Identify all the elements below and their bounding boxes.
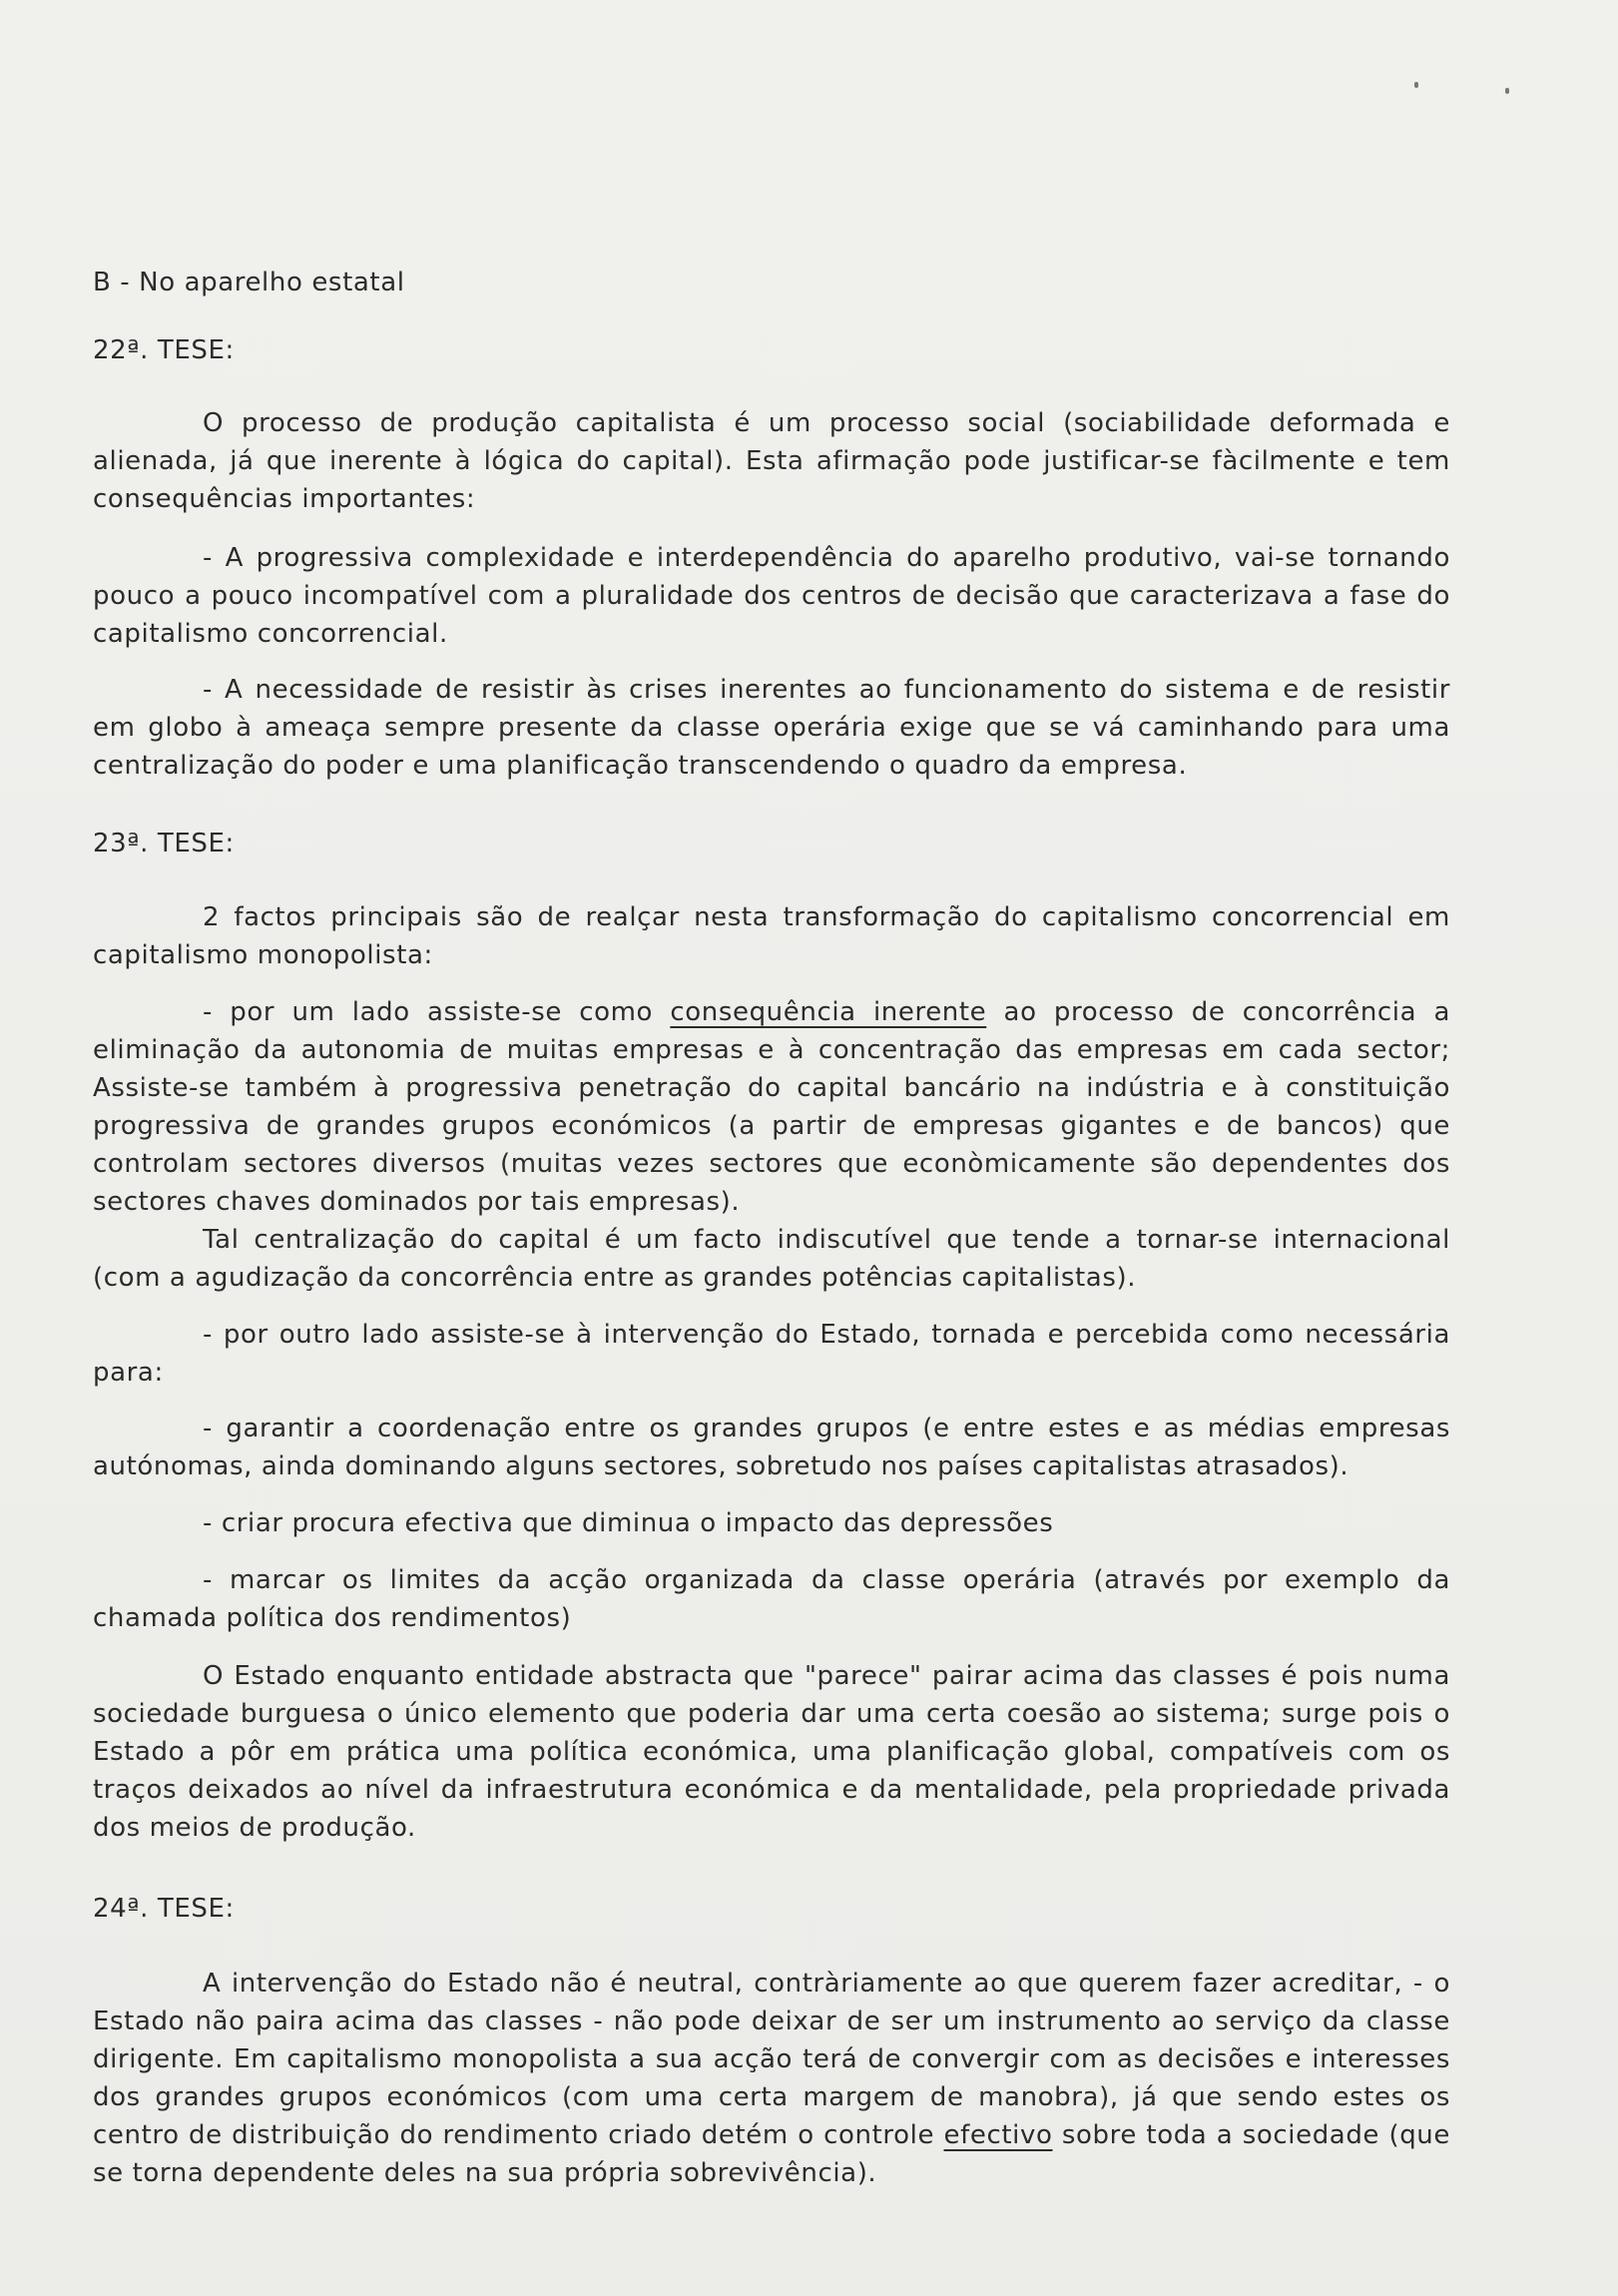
thesis-22-paragraph-1: O processo de produção capitalista é um processo social (sociabilidade deformada e alienada, já que inerente à lógica do capital). Esta afirmação pode justificar-se fàcilmente e tem consequências importantes:	[93, 408, 1450, 514]
thesis-23-paragraph-8: O Estado enquanto entidade abstracta que "parece" pairar acima das classes é pois numa sociedade burguesa o único elemento que poderia dar uma certa coesão ao sistema; surge pois o Estado a pôr em prática uma política económica, uma planificação global, compatíveis com os traços deixados ao nível da infraestrutura económica e da mentalidade, pela propriedade privada dos meios de produção.	[93, 1661, 1450, 1843]
thesis-23-paragraph-4: - por outro lado assiste-se à intervenção do Estado, tornada e percebida como necessária para:	[93, 1320, 1450, 1388]
underlined-phrase: consequência inerente	[670, 997, 987, 1027]
thesis-23-paragraph-5: - garantir a coordenação entre os grandes grupos (e entre estes e as médias empresas autónomas, ainda dominando alguns sectores, sobretudo nos países capitalistas atrasados).	[93, 1414, 1450, 1481]
underlined-word: efectivo	[943, 2120, 1053, 2150]
thesis-23-heading: 23ª. TESE:	[93, 829, 235, 859]
thesis-24-heading: 24ª. TESE:	[93, 1894, 235, 1924]
thesis-23-paragraph-1: 2 factos principais são de realçar nesta transformação do capitalismo concorrencial em capitalismo monopolista:	[93, 902, 1450, 970]
thesis-23-paragraph-7: - marcar os limites da acção organizada da classe operária (através por exemplo da chamada política dos rendimentos)	[93, 1565, 1450, 1633]
page-speck	[1505, 88, 1509, 94]
section-heading: B - No aparelho estatal	[93, 268, 405, 297]
paragraph-text: sobre toda a sociedade (que se torna dependente deles na sua própria sobrevivência).	[93, 2120, 1450, 2188]
paragraph-text: A intervenção do Estado não é neutral, contràriamente ao que querem fazer acreditar, - o Estado não paira acima das classes - não pode deixar de ser um instrumento ao serviço da classe dirigente. Em capitalismo monopolista a sua acção terá de convergir com as decisões e interesses dos grandes grupos económicos (com uma certa margem de manobra), já que sendo estes os centro de distribuição do rendimento criado detém o controle	[93, 1969, 1450, 2150]
thesis-22-heading: 22ª. TESE:	[93, 335, 235, 365]
thesis-22-paragraph-3: - A necessidade de resistir às crises inerentes ao funcionamento do sistema e de resistir em globo à ameaça sempre presente da classe operária exige que se vá caminhando para uma centralização do poder e uma planificação transcendendo o quadro da empresa.	[93, 675, 1450, 781]
thesis-24-paragraph-1	[93, 1965, 1450, 2192]
paragraph-text: ao processo de concorrência a eliminação da autonomia de muitas empresas e à concentração das empresas em cada sector; Assiste-se também à progressiva penetração do capital bancário na indústria e à constituição progressiva de grandes grupos económicos (a partir de empresas gigantes e de bancos) que controlam sectores diversos (muitas vezes sectores que econòmicamente são dependentes dos sectores chaves dominados por tais empresas).	[93, 997, 1450, 1217]
paragraph-text: - por um lado assiste-se como	[203, 997, 671, 1027]
thesis-23-paragraph-6: - criar procura efectiva que diminua o impacto das depressões	[203, 1508, 1054, 1538]
thesis-22-paragraph-2: - A progressiva complexidade e interdependência do aparelho produtivo, vai-se tornando pouco a pouco incompatível com a pluralidade dos centros de decisão que caracterizava a fase do capitalismo concorrencial.	[93, 543, 1450, 649]
thesis-23-paragraph-3: Tal centralização do capital é um facto indiscutível que tende a tornar-se internacional (com a agudização da concorrência entre as grandes potências capitalistas).	[93, 1225, 1450, 1293]
page-speck	[1414, 82, 1418, 88]
thesis-23-paragraph-2	[93, 993, 1450, 1221]
